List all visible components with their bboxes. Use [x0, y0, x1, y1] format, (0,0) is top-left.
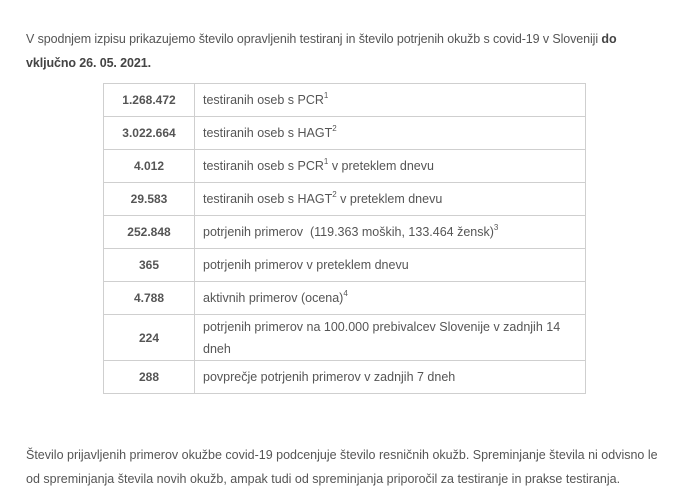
footnote-ref[interactable]: 1 — [323, 90, 329, 100]
row-label: potrjenih primerov v preteklem dnevu — [195, 249, 586, 282]
footnote-ref[interactable]: 4 — [343, 288, 348, 298]
table-row — [104, 361, 586, 394]
row-value: 365 — [104, 249, 195, 282]
table-row — [104, 150, 586, 183]
row-value: 4.012 — [104, 150, 195, 183]
table-row — [104, 216, 586, 249]
row-value: 288 — [104, 361, 195, 394]
table-row — [104, 84, 586, 117]
table-row — [104, 315, 586, 361]
table-row — [104, 183, 586, 216]
footnote-ref[interactable]: 3 — [493, 222, 499, 232]
intro-text: V spodnjem izpisu prikazujemo število opravljenih testiranj in število potrjenih okužb s covid-19 v Sloveniji — [26, 32, 602, 46]
row-label: povprečje potrjenih primerov v zadnjih 7 dneh — [195, 361, 586, 394]
row-label: testiranih oseb s HAGT$^2$ v preteklem dnevu — [195, 183, 586, 216]
row-label: testiranih oseb s HAGT$^2$ — [195, 117, 586, 150]
row-value: 1.268.472 — [104, 84, 195, 117]
intro-date: do vključno 26. 05. 2021. — [26, 32, 617, 70]
table-row — [104, 282, 586, 315]
table-row — [104, 117, 586, 150]
row-label: testiranih oseb s PCR$^1$ — [195, 84, 586, 117]
row-value: 29.583 — [104, 183, 195, 216]
statistics-table — [103, 83, 586, 394]
table-row — [104, 249, 586, 282]
footnote-ref[interactable]: 2 — [332, 123, 337, 133]
row-label: potrjenih primerov na 100.000 prebivalcev Slovenije v zadnjih 14 dneh — [195, 315, 586, 361]
row-value: 252.848 — [104, 216, 195, 249]
intro-paragraph — [26, 27, 666, 75]
row-value: 4.788 — [104, 282, 195, 315]
row-label: aktivnih primerov (ocena)$^4$ — [195, 282, 586, 315]
row-value: 224 — [104, 315, 195, 361]
footnote-ref[interactable]: 2 — [332, 189, 337, 199]
row-label: potrjenih primerov (119.363 moških, 133.464 žensk)$^3$ — [195, 216, 586, 249]
footnote-ref[interactable]: 1 — [323, 156, 329, 166]
outro-paragraph: Število prijavljenih primerov okužbe covid-19 podcenjuje število resničnih okužb. Spreminjanje števila ni odvisno le od spreminjanja števila novih okužb, ampak tudi od spreminjanja priporočil za testiranje in prakse testiranja. — [26, 448, 658, 486]
row-value: 3.022.664 — [104, 117, 195, 150]
row-label: testiranih oseb s PCR$^1$ v preteklem dnevu — [195, 150, 586, 183]
